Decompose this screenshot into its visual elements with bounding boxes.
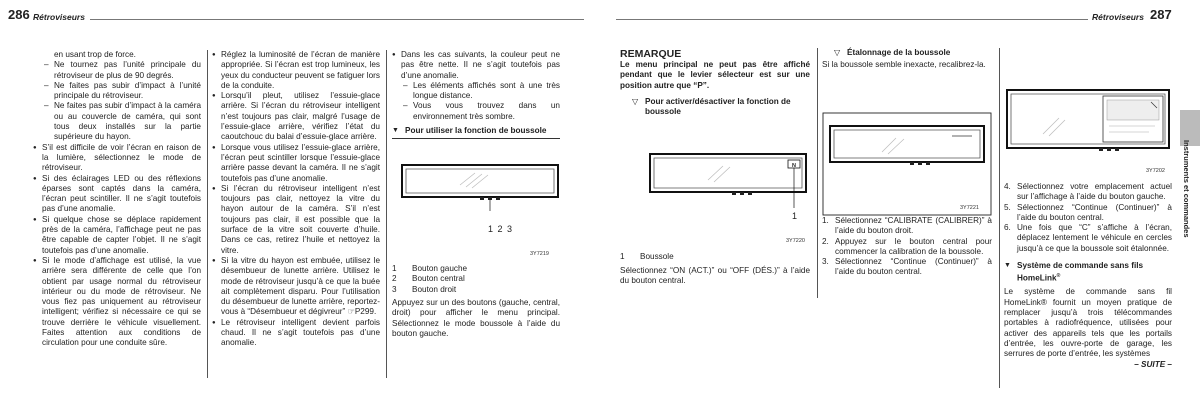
- mirror-compass-figure: [648, 148, 808, 216]
- legend-item: 1 Bouton gauche: [392, 264, 468, 273]
- right-page-number: 287: [1150, 7, 1172, 22]
- column-2: [212, 50, 380, 349]
- legend-item: 2 Bouton central: [392, 274, 465, 284]
- section-heading-compass: [392, 126, 560, 136]
- left-page-number: 286: [8, 7, 30, 22]
- step-item: 5. Sélectionnez “Continue (Continuer)” à l’aide du bouton central.: [1004, 202, 1172, 222]
- legend-item: 3 Bouton droit: [392, 284, 457, 294]
- figure-code: 3Y7202: [1146, 168, 1165, 174]
- mirror-calibrate-figure: [822, 112, 992, 216]
- column-divider: [999, 48, 1000, 388]
- bullet-item: ● Si l’écran du rétroviseur intelligent n’est toujours pas clair, nettoyez la vitre du hayon autour de la caméra. S’il n’est toujours pas clair, il est possible que la surface de la vitre soit couverte d’huile. Dans ce cas, retirez l’huile et nettoyez la vitre.: [212, 184, 380, 256]
- step-item: 6. Une fois que “C” s’affiche à l’écran, déplacez lentement le véhicule en cercles jusqu’à ce que la boussole soit étalonnée.: [1004, 223, 1172, 253]
- toggle-paragraph: [620, 266, 810, 287]
- right-running-title: Rétroviseurs: [1092, 12, 1144, 22]
- note-text: Le menu principal ne peut pas être affiché pendant que le levier sélecteur est sur une position autre que “P”.: [620, 60, 810, 90]
- paragraph-text: Le système de commande sans fil HomeLink® fournit un moyen pratique de remplacer jusqu’à trois télécommandes portables à radiofréquence, utilisées pour activer des appareils tels que les portails d’entrée, les ouvre-porte de garage, les serrures de porte d’entrée, les systèmes: [1004, 287, 1172, 359]
- figure-code: 3Y7220: [786, 238, 805, 244]
- column-4: [620, 48, 810, 117]
- step-item: 3. Sélectionnez “Continue (Continuer)” à l’aide du bouton central.: [822, 257, 992, 277]
- figure-callout-label: 1: [792, 211, 798, 221]
- bullet-item: ● Lorsqu’il pleut, utilisez l’essuie-glace arrière. Si l’écran du rétroviseur intelligent n’est toujours pas clair, malgré l’usage de l’essuie-glace arrière, vérifiez l’état du caoutchouc du balai d’essuie-glace arrière.: [212, 91, 380, 142]
- paragraph-text: Sélectionnez “ON (ACT.)” ou “OFF (DÉS.)” à l’aide du bouton central.: [620, 266, 810, 286]
- bullet-item: ● Le rétroviseur intelligent devient parfois chaud. Il ne s’agit toutefois pas d’une anomalie.: [212, 318, 380, 349]
- continued-marker: – SUITE –: [1134, 360, 1172, 370]
- open-triangle-icon: ▽: [834, 48, 841, 57]
- handling-dash-list: [42, 60, 201, 142]
- column-3: [392, 50, 560, 139]
- left-running-title: Rétroviseurs: [33, 12, 85, 22]
- bullet-item: ● Réglez la luminosité de l’écran de manière appropriée. Si l’écran est trop lumineux, les yeux du conducteur peuvent se fatiguer lors de la conduite.: [212, 50, 380, 91]
- registered-mark: ®: [1056, 273, 1061, 280]
- step-item: 2. Appuyez sur le bouton central pour commencer la calibration de la boussole.: [822, 236, 992, 256]
- sub-heading-toggle-compass: [632, 97, 810, 118]
- calibration-steps: [822, 216, 992, 278]
- step-item: 4. Sélectionnez votre emplacement actuel sur l’affichage à l’aide du bouton gauche.: [1004, 182, 1172, 202]
- section-heading-text: Pour utiliser la fonction de boussole: [405, 126, 547, 136]
- left-header-rule: [90, 19, 584, 20]
- bullet-item: ● S’il est difficile de voir l’écran en raison de la lumière, sélectionnez le mode de rétroviseur.: [33, 143, 201, 174]
- bullet-item: ● Lorsque vous utilisez l’essuie-glace arrière, l’écran peut scintiller lorsque l’essuie-glace arrière passe devant la caméra. Il ne s’agit toutefois pas d’une anomalie.: [212, 143, 380, 184]
- bullet-item: ● Dans les cas suivants, la couleur peut ne pas être nette. Il ne s’agit toutefois pas d’une anomalie.: [392, 50, 560, 81]
- column-1: [33, 50, 201, 349]
- figure-code: 3Y7219: [530, 251, 549, 257]
- continued-text: en usant trop de force.: [54, 50, 136, 59]
- paragraph-text: Appuyez sur un des boutons (gauche, central, droit) pour afficher le menu principal. Sélectionnez le mode boussole à l’aide du bouton gauche.: [392, 298, 560, 338]
- compass-legend: [620, 252, 810, 262]
- column-6: [1004, 182, 1172, 371]
- button-legend: [392, 264, 560, 295]
- column-divider: [817, 48, 818, 298]
- legend-item: 1 Boussole: [620, 252, 674, 261]
- usage-bullet-list: [212, 50, 380, 349]
- column-divider: [386, 50, 387, 378]
- bullet-item: ● Si le mode d’affichage est utilisé, la vue arrière sera différente de celle que l’on obtient par usage normal du rétroviseur intérieur ou du mode de rétroviseur. Ne vous fiez pas uniquement au rétroviseur intelligent; vérifiez si nécessaire ce qui se trouve derrière le véhicule visuellement. Faites attention aux conditions de circulation pour une conduite sûre.: [33, 256, 201, 349]
- bullet-item: ● Si la vitre du hayon est embuée, utilisez le désembueur de lunette arrière. Utilisez le mode de rétroviseur jusqu’à ce que la buée ait complètement disparu. Pour l’utilisation du désembueur de lunette arrière, reportez-vous à “Désembueur et dégivreur” ☞P299.: [212, 256, 380, 318]
- black-triangle-icon: ▼: [1004, 262, 1011, 270]
- note-title: REMARQUE: [620, 48, 682, 60]
- paragraph-text: Si la boussole semble inexacte, recalibrez-la.: [822, 60, 986, 70]
- chapter-side-label: Instruments et commandes: [1182, 140, 1191, 238]
- sub-heading-text: Pour activer/désactiver la fonction de boussole: [645, 96, 791, 117]
- steps-list: [822, 216, 992, 278]
- sub-heading-calibration: [834, 48, 992, 58]
- bullet-item: ● Si des éclairages LED ou des réflexions éparses sont captés dans la caméra, l’écran peut scintiller. Il ne s’agit toutefois pas d’une anomalie.: [33, 174, 201, 215]
- mirror-location-figure: [1003, 84, 1173, 168]
- color-note-dash-list: [401, 81, 560, 122]
- step-item: 1. Sélectionnez “CALIBRATE (CALIBRER)” à l’aide du bouton droit.: [822, 216, 992, 236]
- section-heading-text: Système de commande sans fils HomeLink: [1017, 261, 1144, 284]
- black-triangle-icon: ▼: [392, 127, 399, 135]
- figure-code: 3Y7221: [960, 205, 979, 211]
- column-5: [822, 48, 992, 71]
- compass-menu-paragraph: [392, 298, 560, 339]
- mirror-buttons-figure: [400, 155, 560, 215]
- section-heading-homelink: [1004, 261, 1172, 284]
- right-header-rule: [616, 19, 1088, 20]
- figure-callout-labels: 1 2 3: [488, 224, 513, 234]
- dash-item: – Ne faites pas subir d’impact à l’unité principale du rétroviseur.: [42, 81, 201, 102]
- compass-display-label: N: [792, 163, 796, 169]
- sub-heading-text: Étalonnage de la boussole: [847, 48, 951, 57]
- dash-item: – Vous vous trouvez dans un environnement très sombre.: [401, 101, 560, 122]
- steps-list: [1004, 182, 1172, 254]
- precaution-bullet-list: [33, 143, 201, 349]
- bullet-item: ● Si quelque chose se déplace rapidement près de la caméra, l’affichage peut ne pas être capable de capter l’objet. Il ne s’agit toutefois pas d’une anomalie.: [33, 215, 201, 256]
- heading-underline: [392, 138, 560, 139]
- dash-item: – Ne tournez pas l’unité principale du rétroviseur de plus de 90 degrés.: [42, 60, 201, 81]
- column-divider: [207, 50, 208, 378]
- dash-item: – Les éléments affichés sont à une très longue distance.: [401, 81, 560, 102]
- open-triangle-icon: ▽: [632, 96, 639, 106]
- color-note-list: [392, 50, 560, 81]
- dash-item: – Ne faites pas subir d’impact à la caméra ou au couvercle de caméra, qui sont tous deux installés sur la partie supérieure du hayon.: [42, 101, 201, 142]
